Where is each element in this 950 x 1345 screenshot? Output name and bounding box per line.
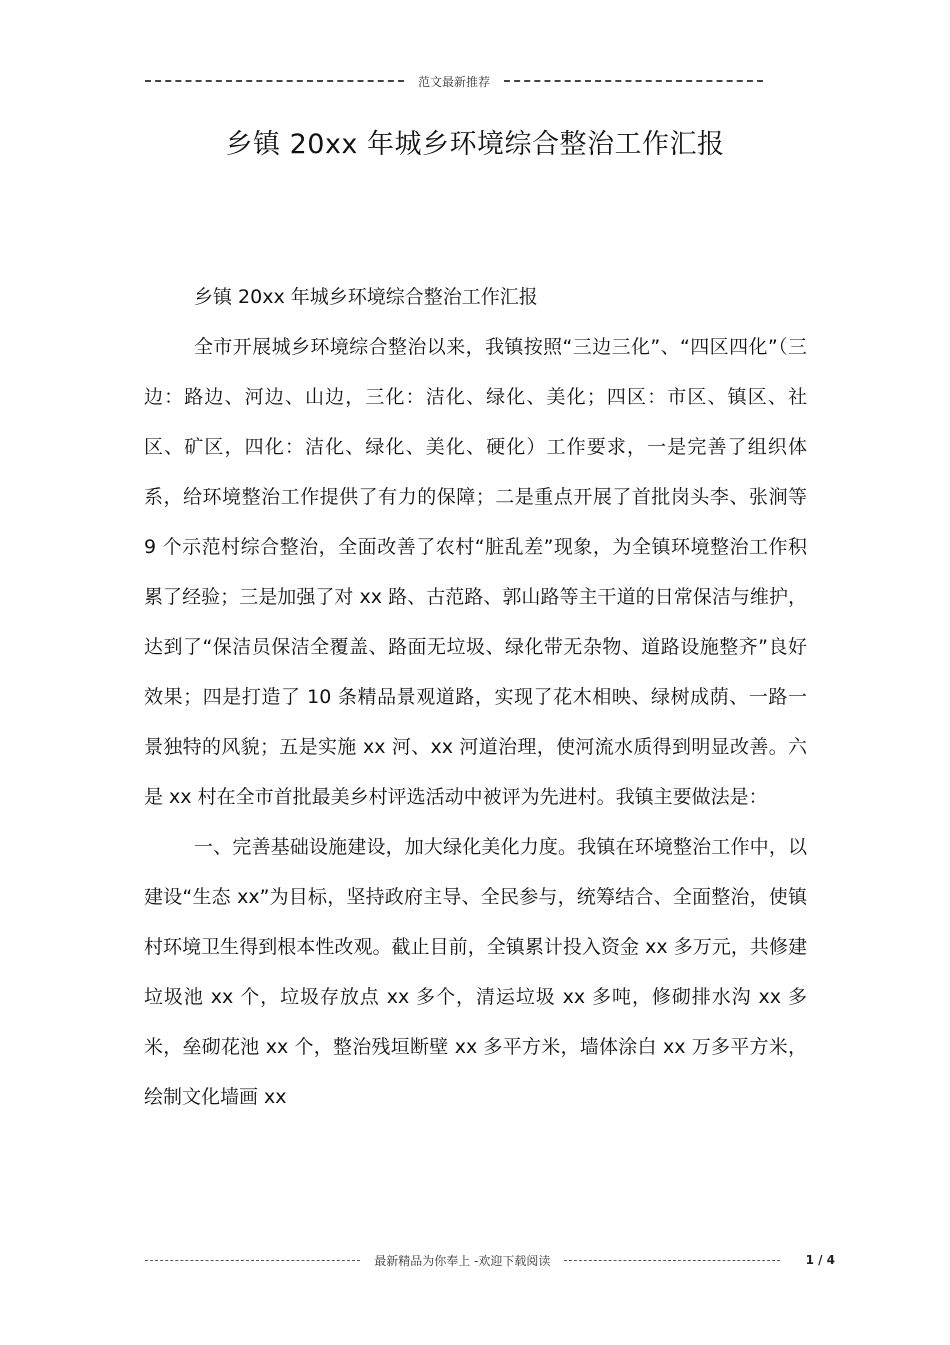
paragraph-intro: 全市开展城乡环境综合整治以来，我镇按照“三边三化”、“四区四化”（三边：路边、河边、山边，三化：洁化、绿化、美化；四区：市区、镇区、社区、矿区，四化：洁化、绿化、美化、硬化）工作要求，一是完善了组织体系，给环境整治工作提供了有力的保障；二是重点开展了首批岗头李、张涧等 9 个示范村综合整治，全面改善了农村“脏乱差”现象，为全镇环境整治工作积累了经验；三是加强了对 xx 路、古范路、郭山路等主干道的日常保洁与维护，达到了“保洁员保洁全覆盖、路面无垃圾、绿化带无杂物、道路设施整齐”良好效果；四是打造了 10 条精品景观道路，实现了花木相映、绿树成荫、一路一景独特的风貌；五是实施 xx 河、xx 河道治理，使河流水质得到明显改善。六是 xx 村在全市首批最美乡村评选活动中被评为先进村。我镇主要做法是： bbox=[144, 336, 807, 808]
paragraph-subtitle: 乡镇 20xx 年城乡环境综合整治工作汇报 bbox=[194, 286, 538, 308]
footer-rule-left bbox=[145, 1260, 360, 1261]
header-rule-left bbox=[145, 80, 404, 82]
page-number: 1 / 4 bbox=[805, 1253, 835, 1267]
document-title: 乡镇 20xx 年城乡环境综合整治工作汇报 bbox=[225, 129, 725, 160]
footer-text: 最新精品为你奉上 -欢迎下载阅读 bbox=[374, 1253, 551, 1268]
page-header bbox=[145, 72, 763, 90]
paragraph-section-1: 一、完善基础设施建设，加大绿化美化力度。我镇在环境整治工作中，以建设“生态 xx”为目标，坚持政府主导、全民参与，统筹结合、全面整治，使镇村环境卫生得到根本性改观。截止目前，全镇累计投入资金 xx 多万元，共修建垃圾池 xx 个，垃圾存放点 xx 多个，清运垃圾 xx 多吨，修砌排水沟 xx 多米，垒砌花池 xx 个，整治残垣断壁 xx 多平方米，墙体涂白 xx 万多平方米，绘制文化墙画 xx bbox=[144, 836, 807, 1108]
header-rule-right bbox=[504, 80, 763, 82]
footer-rule-right bbox=[564, 1260, 779, 1261]
header-text: 范文最新推荐 bbox=[418, 74, 491, 89]
document-body bbox=[144, 272, 807, 1122]
page-footer bbox=[145, 1251, 835, 1269]
